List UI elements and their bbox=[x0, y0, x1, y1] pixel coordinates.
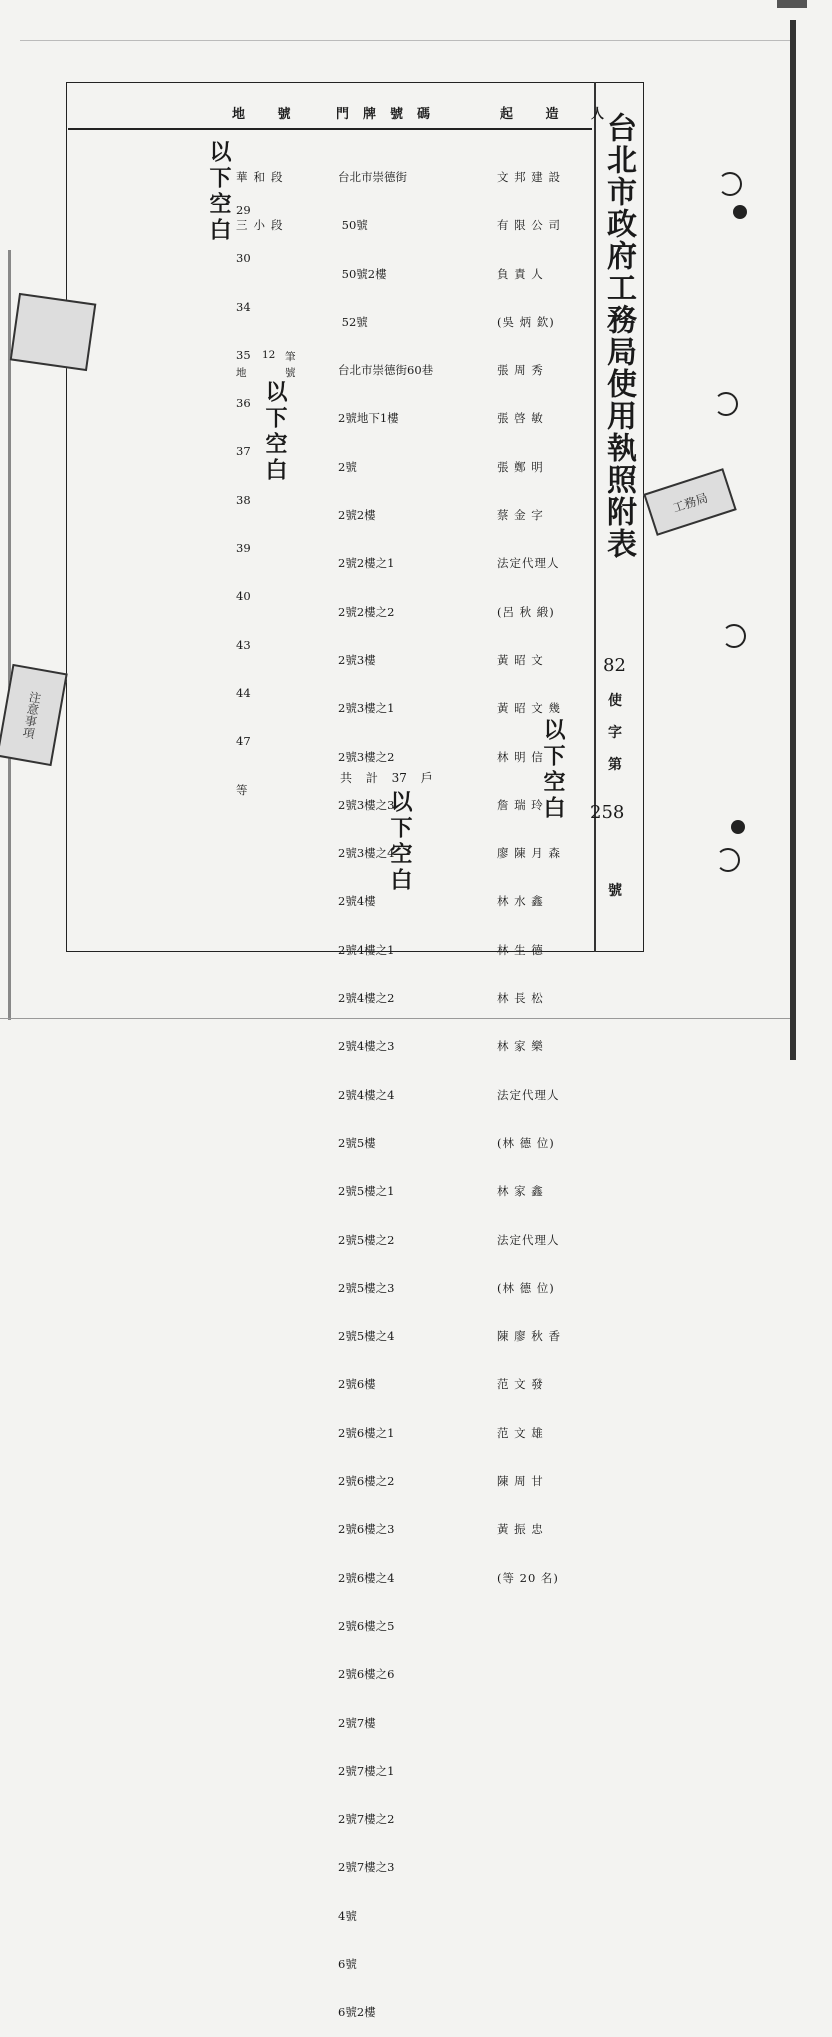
scan-left-edge bbox=[8, 250, 11, 1020]
builder-line: 法定代理人 bbox=[497, 1232, 560, 1247]
builder-line: 有 限 公 司 bbox=[497, 218, 561, 233]
address-line: 2號7樓之1 bbox=[338, 1763, 395, 1778]
builder-line: (等 20 名) bbox=[497, 1570, 559, 1585]
address-line: 2號2樓 bbox=[338, 508, 376, 523]
blank-mark-land-1: 以下空白 bbox=[206, 140, 232, 244]
builder-column bbox=[497, 137, 561, 1602]
land-number: 34 bbox=[236, 299, 251, 314]
builder-line: 負 責 人 bbox=[497, 266, 544, 281]
builder-line: 張 啓 敏 bbox=[497, 411, 544, 426]
seal-stamp: 注意事項 bbox=[0, 664, 68, 766]
binding-hole bbox=[718, 172, 742, 196]
builder-line: 林 家 鑫 bbox=[497, 1184, 544, 1199]
address-line: 2號5樓之3 bbox=[338, 1280, 395, 1295]
address-line: 2號4樓之4 bbox=[338, 1087, 395, 1102]
builder-line: 文 邦 建 設 bbox=[497, 170, 561, 184]
builder-line: 黃 振 忠 bbox=[497, 1522, 544, 1537]
address-line: 2號6樓之1 bbox=[338, 1425, 395, 1440]
address-line: 2號6樓之5 bbox=[338, 1618, 395, 1633]
address-line: 6號 bbox=[338, 1956, 357, 1971]
builder-line: 林 明 信 bbox=[497, 749, 544, 764]
land-tail-2: 12 bbox=[262, 349, 276, 361]
builder-line: 蔡 金 字 bbox=[497, 508, 544, 523]
builder-line: (林 德 位) bbox=[497, 1135, 555, 1150]
address-line: 2號3樓之1 bbox=[338, 701, 395, 716]
address-line: 2號2樓之2 bbox=[338, 604, 395, 619]
address-line: 2號4樓之1 bbox=[338, 942, 395, 957]
address-line: 2號4樓 bbox=[338, 894, 376, 909]
seal-stamp: 工務局 bbox=[643, 468, 736, 536]
permit-serial: 258 bbox=[590, 802, 625, 823]
builder-line: 林 家 樂 bbox=[497, 1039, 544, 1054]
blank-mark-land-2: 以下空白 bbox=[262, 380, 288, 484]
builder-line: 范 文 發 bbox=[497, 1377, 544, 1392]
binding-dot bbox=[731, 820, 745, 834]
land-number: 29 bbox=[236, 203, 251, 217]
permit-word-1: 使 bbox=[608, 693, 622, 709]
address-line: 2號地下1樓 bbox=[338, 411, 399, 426]
address-line: 2號6樓之4 bbox=[338, 1570, 395, 1585]
land-number: 等 bbox=[236, 782, 248, 797]
address-line: 2號5樓之2 bbox=[338, 1232, 395, 1247]
builder-line: 陳 周 甘 bbox=[497, 1474, 544, 1489]
header-land: 地 號 bbox=[232, 107, 305, 122]
address-line: 2號7樓之3 bbox=[338, 1860, 395, 1875]
address-line: 52號 bbox=[338, 314, 368, 329]
permit-year: 82 bbox=[603, 655, 626, 676]
address-line: 2號5樓 bbox=[338, 1135, 376, 1150]
address-line: 2號2樓之1 bbox=[338, 556, 395, 571]
permit-word-3: 第 bbox=[608, 757, 622, 773]
address-line: 台北市崇德街 bbox=[338, 170, 407, 184]
binding-thread bbox=[777, 0, 807, 8]
scan-top-edge bbox=[20, 40, 790, 41]
address-line: 2號6樓之2 bbox=[338, 1474, 395, 1489]
address-line: 2號3樓 bbox=[338, 652, 376, 667]
land-section-line: 三小段 bbox=[236, 218, 289, 233]
permit-suffix: 號 bbox=[608, 883, 622, 899]
address-line: 2號7樓之2 bbox=[338, 1812, 395, 1827]
land-section-line: 華和段 bbox=[236, 170, 289, 184]
builder-line: 張 鄭 明 bbox=[497, 459, 544, 474]
builder-line: 黃 昭 文 幾 bbox=[497, 701, 561, 716]
land-numbers bbox=[236, 170, 251, 814]
builder-line: (吳 炳 欽) bbox=[497, 314, 555, 329]
land-tail-4: 號 bbox=[285, 367, 296, 379]
address-line: 2號4樓之2 bbox=[338, 991, 395, 1006]
address-line: 2號4樓之3 bbox=[338, 1039, 395, 1054]
builder-line: (呂 秋 緞) bbox=[497, 604, 555, 619]
builder-line: 范 文 雄 bbox=[497, 1425, 544, 1440]
address-line: 2號6樓之3 bbox=[338, 1522, 395, 1537]
land-number: 40 bbox=[236, 589, 251, 604]
builder-line: 法定代理人 bbox=[497, 556, 560, 571]
builder-line: 陳 廖 秋 香 bbox=[497, 1329, 561, 1344]
header-rule bbox=[68, 128, 592, 130]
land-number: 43 bbox=[236, 637, 251, 652]
address-line: 2號5樓之4 bbox=[338, 1329, 395, 1344]
blank-mark-address: 以下空白 bbox=[387, 790, 413, 894]
builder-line: 林 水 鑫 bbox=[497, 894, 544, 909]
header-builder: 起 造 人 bbox=[500, 107, 619, 122]
builder-line: 詹 瑞 玲 bbox=[497, 797, 544, 812]
document-title: 台北市政府工務局使用執照附表 bbox=[601, 112, 636, 560]
address-line: 台北市崇德街60巷 bbox=[338, 363, 434, 378]
builder-line: 法定代理人 bbox=[497, 1087, 560, 1102]
address-line: 2號 bbox=[338, 459, 357, 474]
builder-line: 林 長 松 bbox=[497, 991, 544, 1006]
address-line: 2號3樓之3 bbox=[338, 797, 395, 812]
binding-hole bbox=[722, 624, 746, 648]
scan-right-edge bbox=[790, 20, 796, 1060]
builder-line: (林 德 位) bbox=[497, 1280, 555, 1295]
builder-line: 張 周 秀 bbox=[497, 363, 544, 378]
land-number: 37 bbox=[236, 444, 251, 459]
builder-line: 林 生 德 bbox=[497, 942, 544, 957]
land-number: 44 bbox=[236, 685, 251, 700]
address-line: 2號5樓之1 bbox=[338, 1184, 395, 1199]
address-line: 2號3樓之4 bbox=[338, 846, 395, 861]
land-number: 35 bbox=[236, 347, 251, 362]
land-tail-3: 筆 bbox=[285, 351, 296, 363]
header-address: 門牌號碼 bbox=[336, 107, 445, 122]
address-line: 4號 bbox=[338, 1908, 357, 1923]
builder-line: 廖 陳 月 森 bbox=[497, 846, 561, 861]
address-line: 2號6樓 bbox=[338, 1377, 376, 1392]
land-number: 36 bbox=[236, 396, 251, 411]
binding-hole bbox=[714, 392, 738, 416]
binding-dot bbox=[733, 205, 747, 219]
address-line: 50號 bbox=[338, 218, 368, 233]
seal-stamp bbox=[10, 293, 97, 371]
address-line: 50號2樓 bbox=[338, 266, 387, 281]
address-line: 2號6樓之6 bbox=[338, 1667, 395, 1682]
blank-mark-builder: 以下空白 bbox=[540, 718, 566, 822]
land-number: 39 bbox=[236, 541, 251, 556]
permit-word-2: 字 bbox=[608, 725, 622, 741]
builder-line: 黃 昭 文 bbox=[497, 652, 544, 667]
address-line: 2號7樓 bbox=[338, 1715, 376, 1730]
binding-hole bbox=[716, 848, 740, 872]
land-number: 30 bbox=[236, 251, 251, 266]
land-number: 47 bbox=[236, 734, 251, 749]
land-number: 38 bbox=[236, 492, 251, 507]
address-column bbox=[338, 137, 433, 2037]
address-line: 2號3樓之2 bbox=[338, 749, 395, 764]
household-total: 共 計 37 戶 bbox=[340, 771, 433, 785]
land-tail-1: 地 bbox=[236, 367, 247, 379]
address-line: 6號2樓 bbox=[338, 2005, 376, 2020]
